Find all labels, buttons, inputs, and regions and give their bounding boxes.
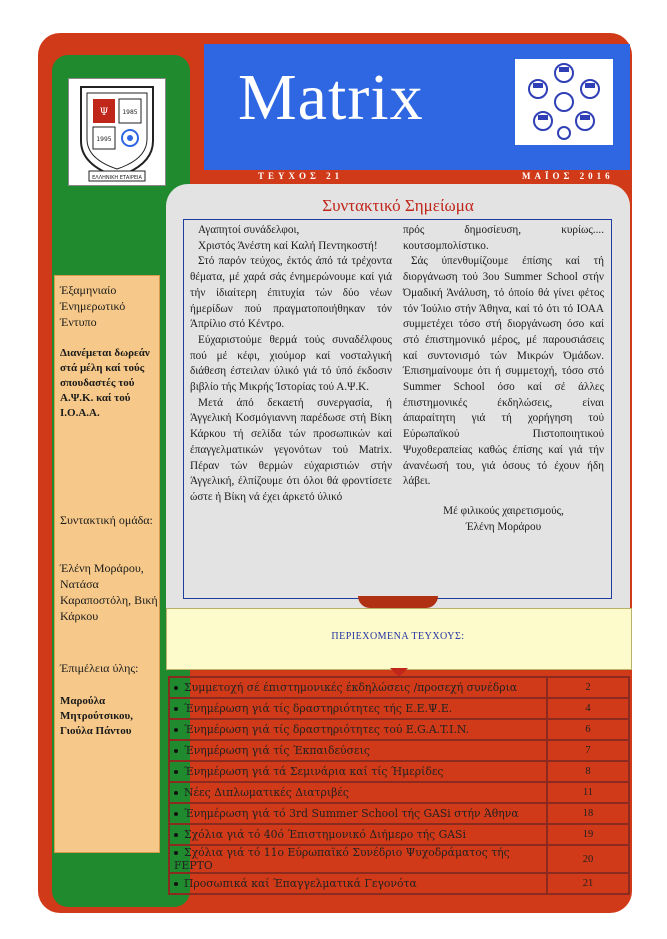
toc-row[interactable] (169, 845, 629, 873)
toc-item[interactable] (169, 698, 547, 719)
toc-page-number: 19 (547, 824, 629, 845)
editorial-team-members: Έλένη Μοράρου, Νατάσα Καραποστόλη, Βική Κάρκου (60, 561, 158, 623)
logo-year-top: 1985 (122, 109, 138, 116)
issue-date: ΜΑΪΟΣ 2016 (522, 171, 614, 181)
toc-item[interactable] (169, 740, 547, 761)
toc-page-number: 4 (547, 698, 629, 719)
toc-title: ΠΕΡΙΕΧΟΜΕΝΑ ΤΕΥΧΟΥΣ: (331, 631, 465, 642)
toc-row[interactable] (169, 782, 629, 803)
toc-page-number: 21 (547, 873, 629, 894)
bullet-icon (174, 812, 178, 816)
toc-item-label: Ένημέρωση γιά τίς δραστηριότητες τής Ε.Ε.Ψ.Ε. (184, 702, 453, 715)
toc-row[interactable] (169, 698, 629, 719)
toc-item[interactable] (169, 845, 547, 873)
toc-item[interactable] (169, 719, 547, 740)
editorial-paragraph: Χριστός Άνέστη καί Καλή Πεντηκοστή! (198, 239, 378, 252)
editorial-paragraph: Αγαπητοί συνάδελφοι, (198, 224, 300, 236)
bullet-icon (174, 749, 178, 753)
bullet-icon (174, 833, 178, 837)
publication-type: Έξαμηνιαίο Ένημερωτικό Έντυπο (60, 283, 126, 329)
editorial-paragraph: Εύχαριστούμε θερμά τούς συναδέλφους πού μέ κέφι, χιούμορ καί νοσταλγική διάθεση έστειλαν ύλικό γιά τό ύπό έκδοσιν βιβλίο τής Μικρής Ίστορίας τού Α.Ψ.Κ. (190, 333, 392, 394)
bullet-icon (174, 686, 178, 690)
toc-item[interactable] (169, 677, 547, 698)
editorial-paragraph: Στό παρόν τεύχος, έκτός άπό τά τρέχοντα θέματα, μέ χαρά σάς ένημερώνουμε καί γιά τήν ίδιαίτερη έπιτυχία τών δύο νέων ήμερίδων πού πραγματοποιήθηκαν τόν Άπρίλιο στό Κέντρο. (190, 255, 392, 331)
toc-page-number: 20 (547, 845, 629, 873)
toc-row[interactable] (169, 761, 629, 782)
svg-text:Ψ: Ψ (99, 107, 109, 118)
editors-names: Μαρούλα Μητρούτσικου, Γιούλα Πάντου (60, 695, 134, 737)
newsletter-title: Matrix (238, 61, 424, 134)
editorial-paragraph: Σάς ύπενθυμίζουμε έπίσης καί τή διοργάνωση τού 3ου Summer School στήν Όμαδική Άνάλυση, τό όποίο θά γίνει φέτος τόν Ίούλιο στήν Άθηνα, καί τό ότι τό ΙΟΑΑ συμμετέχει τόσο στή διοργάνωση όσο καί στό έπιστημονικό μέρος, μέ παρουσιάσεις καί συντονισμό τών Μικρών Όμάδων. Έπισημαίνουμε ότι ή συμμετοχή, τόσο στό Summer School όσο καί σέ άλλες έπιστημονικές έκδηλώσεις, είναι άπαραίτητη γιά τή χορήγηση τού Εύρωπαϊκού Πιστοποιητικού Ψυχοθεραπείας καθώς έπίσης καί γιά τήν άνανέωσή του, γιά όσους τό έχουν ήδη λάβει. (403, 255, 604, 488)
toc-item[interactable] (169, 873, 547, 894)
bullet-icon (174, 770, 178, 774)
toc-item-label: Ένημέρωση γιά τό 3rd Summer School τής GASi στήν Άθηνα (184, 807, 519, 820)
toc-table (168, 676, 630, 895)
bullet-icon (174, 791, 178, 795)
editorial-paragraph: πρός δημοσίευση, κυρίως.... κουτσομπολίστικο. (403, 224, 604, 252)
toc-item[interactable] (169, 824, 547, 845)
toc-item-label: Προσωπικά καί Έπαγγελματικά Γεγονότα (184, 877, 417, 890)
distribution-note: Διανέμεται δωρεάν στά μέλη καί τούς σπουδαστές τού Α.Ψ.Κ. καί τού Ι.Ο.Α.Α. (60, 347, 150, 419)
toc-row[interactable] (169, 677, 629, 698)
editorial-column-2 (403, 223, 604, 535)
toc-row[interactable] (169, 803, 629, 824)
toc-item-label: Σχόλια γιά τό 11ο Εύρωπαϊκό Συνέδριο Ψυχοδράματος τής FEPTO (174, 846, 510, 872)
toc-item[interactable] (169, 761, 547, 782)
editorial-column-1 (190, 223, 392, 506)
bullet-icon (174, 882, 178, 886)
editorial-closing: Μέ φιλικούς χαιρετισμούς, (443, 504, 564, 517)
toc-page-number: 11 (547, 782, 629, 803)
editorial-team-label: Συντακτική ομάδα: (60, 513, 153, 527)
toc-item-label: Ένημέρωση γιά τά Σεμινάρια καί τίς Ήμερίδες (184, 765, 444, 778)
toc-page-number: 8 (547, 761, 629, 782)
toc-item[interactable] (169, 803, 547, 824)
society-logo (68, 78, 166, 186)
editorial-title: Συντακτικό Σημείωμα (322, 196, 474, 215)
logo-caption: ΕΛΛΗΝΙΚΗ ΕΤΑΙΡΕΙΑ (92, 175, 142, 181)
toc-page-number: 7 (547, 740, 629, 761)
editing-label: Έπιμέλεια ύλης: (60, 661, 139, 675)
toc-item[interactable] (169, 782, 547, 803)
toc-item-label: Σχόλια γιά τό 40ό Έπιστημονικό Διήμερο τής GASi (184, 828, 466, 841)
toc-item-label: Ένημέρωση γιά τίς Έκπαιδεύσεις (184, 744, 370, 757)
toc-page-number: 18 (547, 803, 629, 824)
editorial-paragraph: Μετά άπό δεκαετή συνεργασία, ή Άγγελική Κοσμόγιαννη παρέδωσε στή Βίκη Κάρκου τή σελίδα τών προσωπικών καί έπαγγελματικών γεγονότων τού Matrix. Πέραν τών θερμών εύχαριστιών στήν Άγγελική, έλπίζουμε ότι όλοι θά φροντίσετε ώστε ή Βίκη νά έχει άρκετό ύλικό (190, 396, 392, 503)
group-emblem-icon (515, 59, 613, 145)
toc-row[interactable] (169, 873, 629, 894)
toc-item-label: Νέες Διπλωματικές Διατριβές (184, 786, 349, 799)
toc-item-label: Ένημέρωση γιά τίς δραστηριότητες τού E.G.A.T.I.N. (184, 723, 470, 736)
toc-item-label: Συμμετοχή σέ έπιστημονικές έκδηλώσεις /προσεχή συνέδρια (184, 681, 518, 694)
logo-year-bottom: 1995 (96, 136, 112, 143)
toc-row[interactable] (169, 719, 629, 740)
issue-number: ΤΕΥΧΟΣ 21 (258, 171, 344, 181)
bullet-icon (174, 851, 178, 855)
decorative-divider (358, 596, 438, 608)
toc-row[interactable] (169, 824, 629, 845)
bullet-icon (174, 728, 178, 732)
editorial-signature: Έλένη Μοράρου (465, 520, 542, 533)
bullet-icon (174, 707, 178, 711)
toc-page-number: 6 (547, 719, 629, 740)
toc-row[interactable] (169, 740, 629, 761)
toc-page-number: 2 (547, 677, 629, 698)
